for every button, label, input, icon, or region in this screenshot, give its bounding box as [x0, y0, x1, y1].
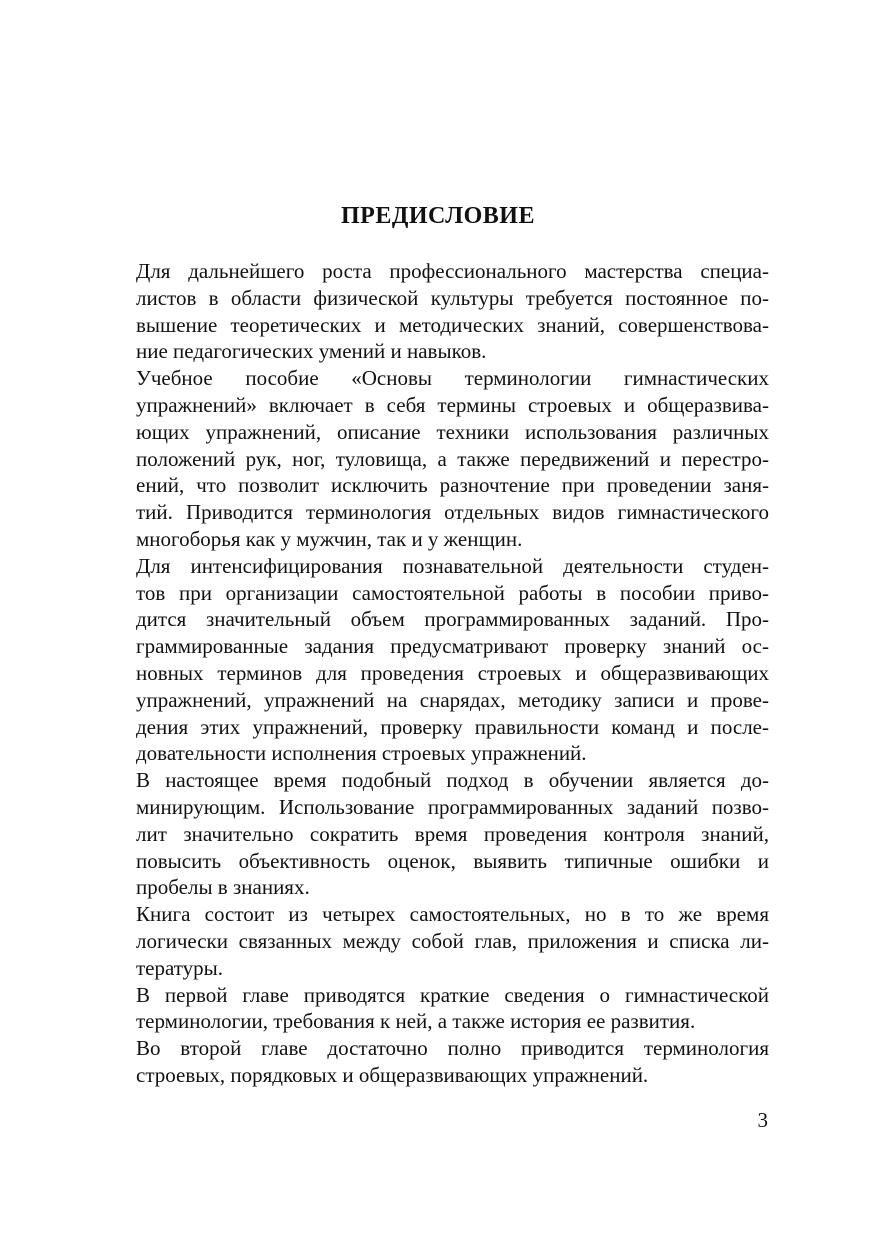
paragraph	[107, 365, 769, 553]
text-line: ений, что позволит исключить разночтение при проведении заня-	[136, 473, 769, 498]
text-line: многоборья как у мужчин, так и у женщин.	[136, 526, 523, 551]
paragraph	[107, 767, 769, 901]
paragraph	[107, 553, 769, 767]
text-line: тов при организации самостоятельной работы в пособии приво-	[136, 580, 769, 605]
paragraph	[107, 258, 769, 365]
text-line: листов в области физической культуры требуется постоянное по-	[136, 285, 769, 310]
text-line: логически связанных между собой глав, приложения и списка ли-	[136, 928, 769, 953]
text-line: Учебное пособие «Основы терминологии гимнастических	[136, 366, 769, 391]
text-line: Для дальнейшего роста профессионального мастерства специа-	[136, 259, 769, 283]
text-line: тий. Приводится терминология отдельных видов гимнастического	[136, 500, 769, 525]
text-line: строевых, порядковых и общеразвивающих упражнений.	[136, 1062, 649, 1087]
text-line: терминологии, требования к ней, а также история ее развития.	[136, 1009, 696, 1034]
text-line: довательности исполнения строевых упражнений.	[136, 741, 587, 766]
paragraph	[107, 982, 769, 1036]
text-line: минирующим. Использование программированных заданий позво-	[136, 794, 769, 819]
text-line: упражнений» включает в себя термины строевых и общеразвива-	[136, 392, 769, 417]
text-line: повысить объективность оценок, выявить типичные ошибки и	[136, 848, 769, 873]
text-line: Для интенсифицирования познавательной деятельности студен-	[136, 553, 769, 578]
text-line: упражнений, упражнений на снарядах, методику записи и прове-	[136, 687, 769, 712]
text-line: граммированные задания предусматривают проверку знаний ос-	[136, 634, 769, 659]
text-line: Книга состоит из четырех самостоятельных, но в то же время	[136, 902, 769, 927]
page-title: ПРЕДИСЛОВИЕ	[341, 203, 535, 229]
text-line: дится значительный объем программированных заданий. Про-	[136, 607, 769, 632]
text-line: Во второй главе достаточно полно приводится терминология	[136, 1036, 769, 1061]
page-number: 3	[757, 1108, 768, 1132]
paragraph	[107, 901, 769, 981]
text-line: новных терминов для проведения строевых и общеразвивающих	[136, 660, 769, 685]
text-line: В настоящее время подобный подход в обучении является до-	[136, 768, 769, 793]
text-line: ющих упражнений, описание техники использования различных	[136, 419, 769, 444]
text-line: лит значительно сократить время проведения контроля знаний,	[136, 821, 769, 846]
text-line: пробелы в знаниях.	[136, 875, 310, 900]
body-text	[107, 258, 769, 1089]
text-line: В первой главе приводятся краткие сведения о гимнастической	[136, 982, 769, 1007]
text-line: дения этих упражнений, проверку правильности команд и после-	[136, 714, 769, 739]
text-line: вышение теоретических и методических знаний, совершенствова-	[136, 312, 769, 337]
paragraph	[107, 1035, 769, 1089]
text-line: тературы.	[136, 955, 224, 980]
text-line: ние педагогических умений и навыков.	[136, 339, 487, 364]
text-line: положений рук, ног, туловища, а также передвижений и перестро-	[136, 446, 769, 471]
